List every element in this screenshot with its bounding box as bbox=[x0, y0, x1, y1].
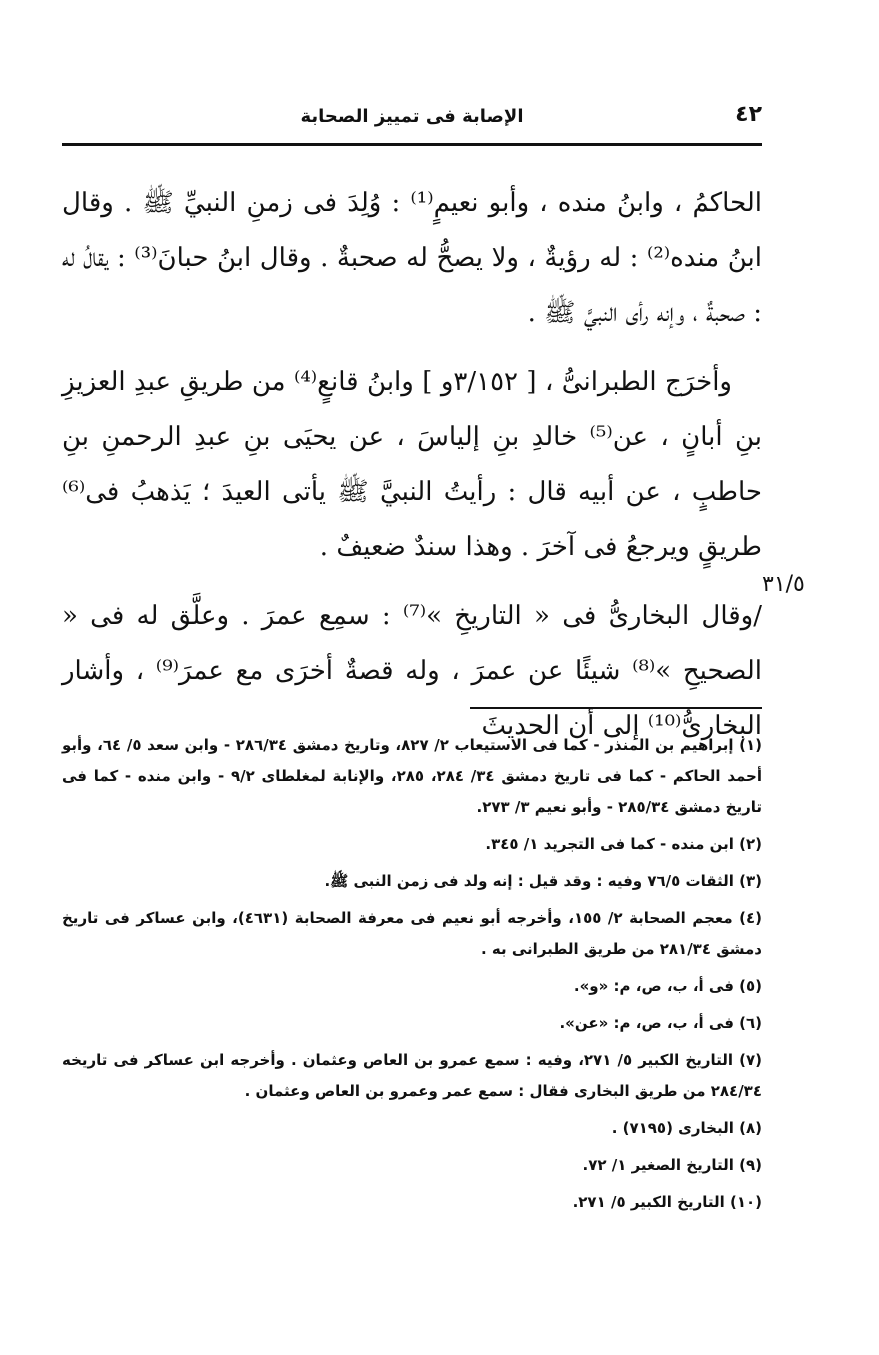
main-text bbox=[62, 176, 762, 768]
paragraph-2: وأخرَج الطبرانىُّ ، [ ٣/١٥٢و ] وابنُ قانعٍ⁽⁴⁾ من طريقِ عبدِ العزيزِ بنِ أبانٍ ، عن⁽⁵⁾ خالدِ بنِ إلياسَ ، عن يحيَى بنِ عبدِ الرحمنِ بنِ حاطبٍ ، عن أبيه قال : رأيتُ النبيَّ ﷺ يأتى العيدَ ؛ يَذهبُ فى⁽⁶⁾ طريقٍ ويرجعُ فى آخرَ . وهذا سندٌ ضعيفٌ . bbox=[62, 367, 762, 562]
footnote-2: (٢) ابن منده - كما فى التجريد ١/ ٣٤٥. bbox=[485, 835, 762, 853]
footnote-4: (٤) معجم الصحابة ٢/ ١٥٥، وأخرجه أبو نعيم فى معرفة الصحابة (٤٦٣١)، وابن عساكر فى تاريخ دمشق ٢٨١/٣٤ من طريق الطبرانى به . bbox=[62, 909, 763, 958]
footnote-5: (٥) فى أ، ب، ص، م: «و». bbox=[573, 977, 762, 995]
footnote-9: (٩) التاريخ الصغير ١/ ٧٢. bbox=[582, 1156, 762, 1174]
running-title: الإصابة فى تمييز الصحابة bbox=[300, 106, 524, 127]
footnote-3: (٣) الثقات ٧٦/٥ وفيه : وقد قيل : إنه ولد فى زمن النبى ﷺ. bbox=[324, 872, 762, 890]
footnotes bbox=[62, 730, 762, 1224]
footnote-6: (٦) فى أ، ب، ص، م: «عن». bbox=[559, 1014, 762, 1032]
footnote-separator bbox=[470, 707, 762, 709]
header-rule bbox=[62, 143, 762, 146]
page-header bbox=[62, 100, 762, 146]
footnote-10: (١٠) التاريخ الكبير ٥/ ٢٧١. bbox=[572, 1193, 762, 1211]
paragraph-1: الحاكمُ ، وابنُ منده ، وأبو نعيمٍ⁽¹⁾ : وُلِدَ فى زمنِ النبيِّ ﷺ . وقال ابنُ منده⁽²⁾ : له رؤيةٌ ، ولا يصحُّ له صحبةٌ . وقال ابنُ حبانَ⁽³⁾ : يقالُ له : صحبةٌ ، وإنه رأى النبيَّ ﷺ . bbox=[62, 188, 763, 328]
footnote-8: (٨) البخارى (٧١٩٥) . bbox=[611, 1119, 762, 1137]
footnote-7: (٧) التاريخ الكبير ٥/ ٢٧١، وفيه : سمع عمرو بن العاص وعثمان . وأخرجه ابن عساكر فى تاريخه ٢٨٤/٣٤ من طريق البخارى فقال : سمع عمر وعمرو بن العاص وعثمان . bbox=[62, 1051, 762, 1100]
footnote-1: (١) إبراهيم بن المنذر - كما فى الاستيعاب ٢/ ٨٢٧، وتاريخ دمشق ٢٨٦/٣٤ - وابن سعد ٥/ ٦٤، وأبو أحمد الحاكم - كما فى تاريخ دمشق ٣٤/ ٢٨٤، ٢٨٥، والإنابة لمغلطاى ٩/٢ - وابن منده - كما فى تاريخ دمشق ٢٨٥/٣٤ - وأبو نعيم ٣/ ٢٧٣. bbox=[62, 736, 763, 816]
paragraph-3: /وقال البخارىُّ فى « التاريخِ »⁽⁷⁾ : سمِع عمرَ . وعلَّق له فى « الصحيحِ »⁽⁸⁾ شيئًا عن عمرَ ، وله قصةٌ أخرَى مع عمرَ⁽⁹⁾ ، وأشار البخارىُّ⁽¹⁰⁾ إلى أن الحديثَ bbox=[62, 601, 762, 741]
page-number: ٤٢ bbox=[735, 102, 762, 127]
margin-reference: ٣١/٥ bbox=[762, 572, 805, 597]
